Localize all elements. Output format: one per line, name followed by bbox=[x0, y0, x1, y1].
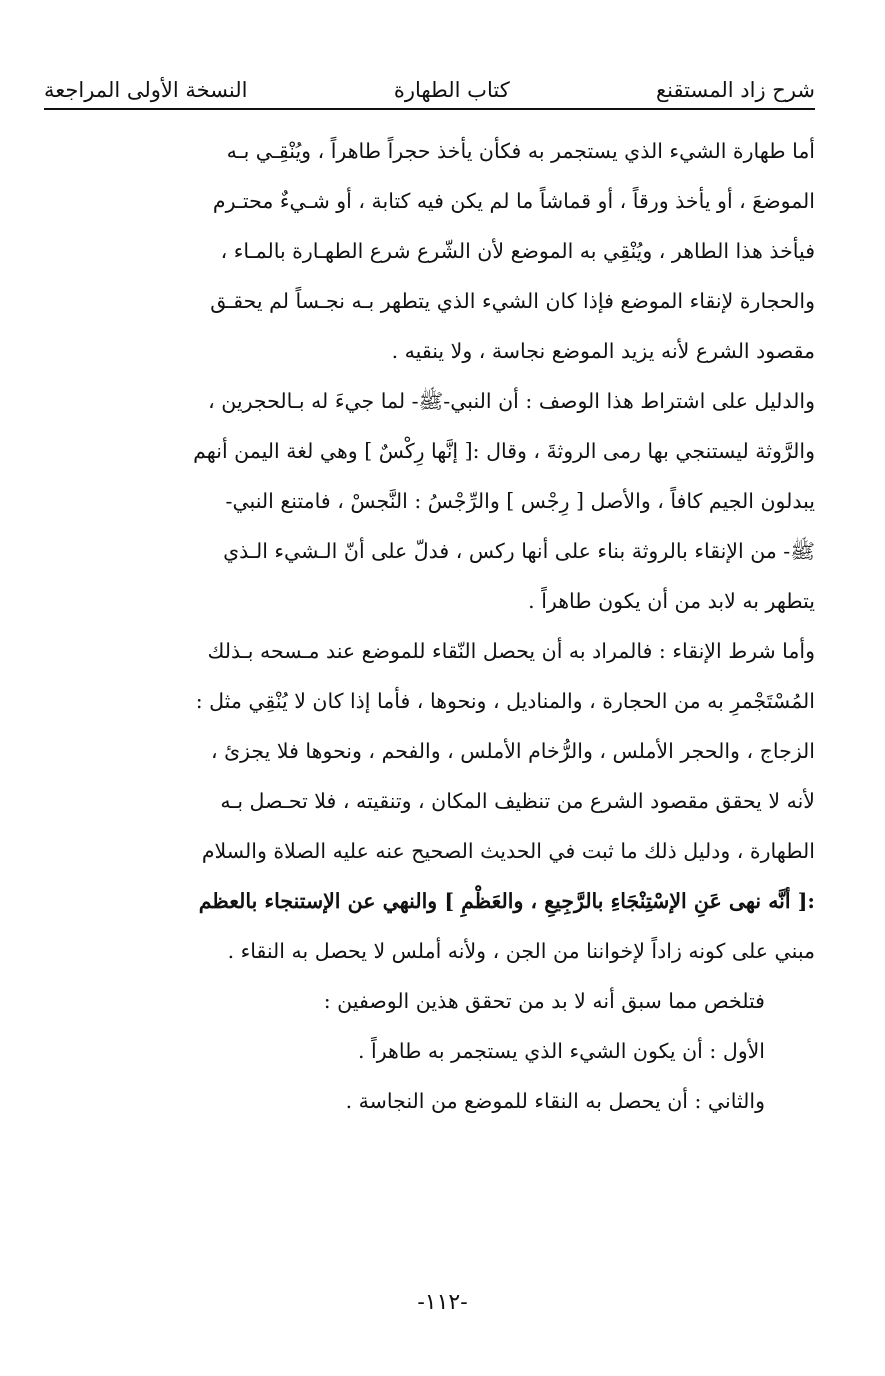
body-text bbox=[48, 126, 815, 1126]
text-line: المُسْتَجْمرِ به من الحجارة ، والمناديل ، ونحوها ، فأما إذا كان لا يُنْقِي مثل : bbox=[195, 689, 815, 713]
text-line: والدليل على اشتراط هذا الوصف : أن النبي-ﷺ- لما جيءَ له بـالحجرين ، bbox=[208, 389, 815, 413]
paragraph-summary bbox=[48, 976, 815, 1126]
page-number: -١١٢- bbox=[417, 1290, 468, 1315]
text-line: يتطهر به لابد من أن يكون طاهراً . bbox=[528, 589, 815, 613]
text-line: والحجارة لإنقاء الموضع فإذا كان الشيء الذي يتطهر بـه نجـساً لم يحقـق bbox=[210, 289, 815, 313]
text-line: لأنه لا يحقق مقصود الشرع من تنظيف المكان ، وتنقيته ، فلا تحـصل بـه bbox=[220, 789, 815, 813]
summary-intro: فتلخص مما سبق أنه لا بد من تحقق هذين الوصفين : bbox=[323, 989, 765, 1013]
running-header bbox=[44, 58, 815, 110]
paragraph-purity-condition bbox=[48, 126, 815, 376]
text-line: الموضعَ ، أو يأخذ ورقاً ، أو قماشاً ما لم يكن فيه كتابة ، أو شـيءٌ محتـرم bbox=[212, 189, 815, 213]
header-edition-note: النسخة الأولى المراجعة bbox=[44, 78, 248, 102]
summary-second-condition: والثاني : أن يحصل به النقاء للموضع من النجاسة . bbox=[345, 1089, 765, 1113]
text-line: الطهارة ، ودليل ذلك ما ثبت في الحديث الصحيح عنه عليه الصلاة والسلام bbox=[201, 839, 815, 863]
text-line: والرَّوثة ليستنجي بها رمى الروثةَ ، وقال :[ إنَّها رِكْسٌ ] وهي لغة اليمن أنهم bbox=[193, 439, 815, 463]
text-line: ﷺ- من الإنقاء بالروثة بناء على أنها ركس ، فدلّ على أنّ الـشيء الـذي bbox=[223, 539, 815, 563]
text-line: أما طهارة الشيء الذي يستجمر به فكأن يأخذ حجراً طاهراً ، ويُنْقِـي بـه bbox=[226, 139, 815, 163]
text-line: مبني على كونه زاداً لإخواننا من الجن ، ولأنه أملس لا يحصل به النقاء . bbox=[227, 939, 815, 963]
text-line: وأما شرط الإنقاء : فالمراد به أن يحصل النّقاء للموضع عند مـسحه بـذلك bbox=[207, 639, 815, 663]
paragraph-cleansing-condition bbox=[48, 626, 815, 976]
text-line: يبدلون الجيم كافاً ، والأصل [ رِجْس ] والرِّجْسُ : النَّجسْ ، فامتنع النبي- bbox=[225, 489, 815, 513]
text-line: فيأخذ هذا الطاهر ، ويُنْقِي به الموضع لأن الشّرع شرع الطهـارة بالمـاء ، bbox=[220, 239, 815, 263]
header-book-title: شرح زاد المستقنع bbox=[656, 78, 815, 102]
paragraph-evidence bbox=[48, 376, 815, 626]
text-line: مقصود الشرع لأنه يزيد الموضع نجاسة ، ولا ينقيه . bbox=[391, 339, 815, 363]
text-line: الزجاج ، والحجر الأملس ، والرُّخام الأملس ، والفحم ، ونحوها فلا يجزئ ، bbox=[210, 739, 815, 763]
header-chapter-title: كتاب الطهارة bbox=[393, 78, 510, 102]
summary-first-condition: الأول : أن يكون الشيء الذي يستجمر به طاهراً . bbox=[357, 1039, 765, 1063]
hadith-line: :[ أنَّه نهى عَنِ الإسْتِنْجَاءِ بالرَّجِيعِ ، والعَظْمِ ] والنهي عن الإستنجاء بالعظم bbox=[198, 889, 815, 913]
